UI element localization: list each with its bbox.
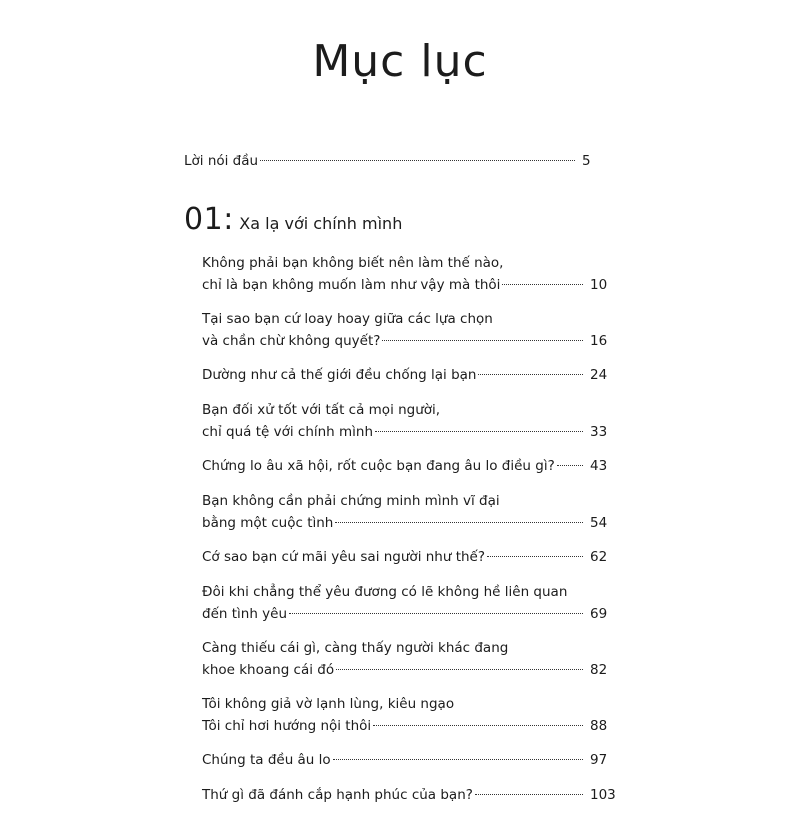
toc-entries-list	[202, 252, 616, 819]
dot-leader	[502, 284, 583, 285]
toc-page-number: 82	[590, 662, 608, 678]
toc-entry[interactable]	[202, 637, 612, 681]
toc-entry[interactable]	[202, 693, 612, 737]
chapter-number: 01	[184, 202, 224, 237]
toc-entry[interactable]	[202, 784, 616, 806]
toc-line	[202, 784, 616, 806]
toc-line	[202, 274, 612, 296]
toc-entry-title-line: đến tình yêu	[202, 606, 288, 622]
dot-leader	[557, 465, 583, 466]
toc-entry[interactable]	[202, 308, 612, 352]
toc-entry-title-line: Thứ gì đã đánh cắp hạnh phúc của bạn?	[202, 787, 473, 803]
toc-line	[202, 421, 612, 443]
dot-leader	[375, 431, 583, 432]
toc-entry[interactable]	[202, 252, 612, 296]
chapter-title: Xa lạ với chính mình	[239, 214, 403, 233]
dot-leader	[336, 669, 583, 670]
toc-entry-title-line: và chần chừ không quyết?	[202, 333, 381, 349]
toc-entry-title: Lời nói đầu	[184, 153, 259, 169]
dot-leader	[382, 340, 583, 341]
toc-entry[interactable]	[202, 455, 612, 477]
toc-page-number: 16	[590, 333, 608, 349]
toc-entry[interactable]	[202, 749, 612, 771]
toc-line	[202, 749, 612, 771]
dot-leader	[475, 794, 583, 795]
toc-entry-title-line: Tôi không giả vờ lạnh lùng, kiêu ngạo	[202, 696, 455, 712]
toc-entry-title-line: chỉ quá tệ với chính mình	[202, 424, 374, 440]
toc-page-number: 33	[590, 424, 608, 440]
toc-page-number: 5	[582, 153, 591, 169]
toc-entry-title-line: bằng một cuộc tình	[202, 515, 334, 531]
dot-leader	[478, 374, 583, 375]
toc-entry[interactable]	[202, 581, 612, 625]
toc-entry-title-line: Tại sao bạn cứ loay hoay giữa các lựa chọn	[202, 311, 493, 327]
toc-entry[interactable]	[202, 364, 612, 386]
toc-line	[202, 330, 612, 352]
page-title: Mục lục	[312, 36, 488, 87]
toc-entry-title-line: Không phải bạn không biết nên làm thế nào,	[202, 255, 504, 271]
toc-entry-title-line: khoe khoang cái đó	[202, 662, 335, 678]
toc-entry-title-line: Chứng lo âu xã hội, rốt cuộc bạn đang âu lo điều gì?	[202, 458, 555, 474]
toc-entry[interactable]	[202, 399, 612, 443]
toc-entry-title-line: Đôi khi chẳng thể yêu đương có lẽ không hề liên quan	[202, 584, 568, 600]
toc-entry-title-line: Cớ sao bạn cứ mãi yêu sai người như thế?	[202, 549, 486, 565]
toc-entry-title-line: Bạn đối xử tốt với tất cả mọi người,	[202, 402, 441, 418]
toc-entry-title-line: Bạn không cần phải chứng minh mình vĩ đại	[202, 493, 500, 509]
toc-entry[interactable]	[202, 490, 612, 534]
toc-line	[202, 455, 612, 477]
toc-line	[202, 364, 612, 386]
toc-page-number: 24	[590, 367, 608, 383]
toc-page-number: 62	[590, 549, 608, 565]
chapter-colon: :	[223, 202, 234, 237]
toc-line	[202, 715, 612, 737]
toc-page-number: 97	[590, 752, 608, 768]
toc-line	[202, 659, 612, 681]
dot-leader	[260, 160, 575, 161]
toc-page-number: 43	[590, 458, 608, 474]
dot-leader	[333, 759, 583, 760]
dot-leader	[289, 613, 583, 614]
toc-line	[202, 512, 612, 534]
toc-entry-title-line: Dường như cả thế giới đều chống lại bạn	[202, 367, 477, 383]
toc-entry[interactable]	[202, 546, 612, 568]
toc-entry-title-line: chỉ là bạn không muốn làm như vậy mà thôi	[202, 277, 501, 293]
toc-page-number: 10	[590, 277, 608, 293]
toc-entry-title-line: Chúng ta đều âu lo	[202, 752, 331, 768]
toc-line	[202, 603, 612, 625]
dot-leader	[373, 725, 583, 726]
toc-entry-preface[interactable]	[184, 150, 604, 172]
toc-page-number: 54	[590, 515, 608, 531]
chapter-heading[interactable]	[184, 202, 402, 237]
toc-entry-title-line: Tôi chỉ hơi hướng nội thôi	[202, 718, 372, 734]
toc-page-number: 103	[590, 787, 616, 803]
dot-leader	[487, 556, 583, 557]
toc-page-number: 88	[590, 718, 608, 734]
toc-entry-title-line: Càng thiếu cái gì, càng thấy người khác đang	[202, 640, 509, 656]
toc-line	[202, 546, 612, 568]
toc-page-number: 69	[590, 606, 608, 622]
toc-line	[184, 150, 604, 172]
dot-leader	[335, 522, 583, 523]
